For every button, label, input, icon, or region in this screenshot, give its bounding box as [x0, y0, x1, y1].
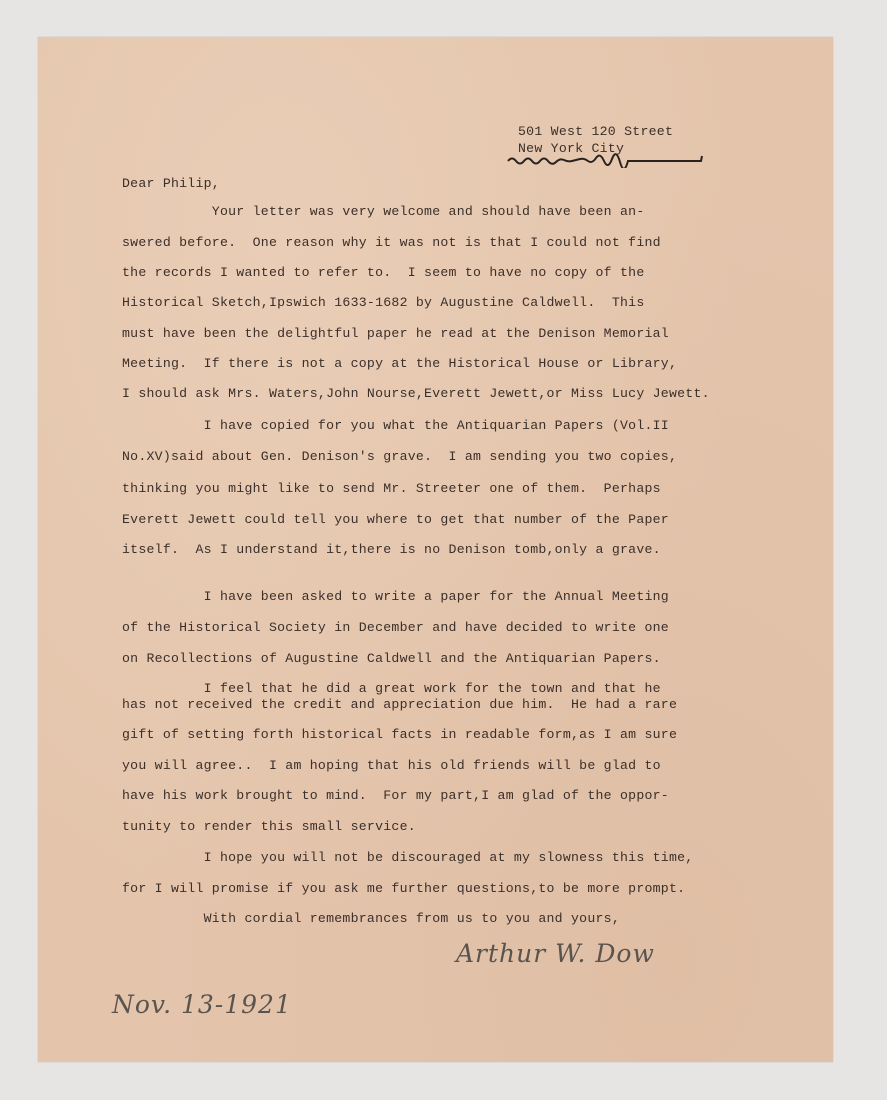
underline-squiggle-icon — [506, 152, 706, 168]
letter-page — [38, 37, 833, 1062]
body-line: gift of setting forth historical facts in readable form,as I am sure — [122, 727, 678, 742]
body-line: Everett Jewett could tell you where to get that number of the Paper — [122, 512, 669, 527]
body-line: I hope you will not be discouraged at my slowness this time, — [122, 850, 694, 865]
body-line: of the Historical Society in December and have decided to write one — [122, 620, 669, 635]
body-line: for I will promise if you ask me further questions,to be more prompt. — [122, 881, 686, 896]
body-line: thinking you might like to send Mr. Streeter one of them. Perhaps — [122, 481, 661, 496]
body-line: I have been asked to write a paper for the Annual Meeting — [122, 589, 669, 604]
address-line-1: 501 West 120 Street — [518, 124, 674, 139]
body-line: has not received the credit and appreciation due him. He had a rare — [122, 697, 678, 712]
body-line: Your letter was very welcome and should have been an- — [122, 204, 645, 219]
body-line: Historical Sketch,Ipswich 1633-1682 by Augustine Caldwell. This — [122, 295, 645, 310]
body-line: swered before. One reason why it was not is that I could not find — [122, 235, 661, 250]
body-line: Meeting. If there is not a copy at the Historical House or Library, — [122, 356, 678, 371]
signature: Arthur W. Dow — [456, 939, 655, 968]
body-line: the records I wanted to refer to. I seem to have no copy of the — [122, 265, 645, 280]
body-line: I have copied for you what the Antiquarian Papers (Vol.II — [122, 418, 669, 433]
body-line: must have been the delightful paper he read at the Denison Memorial — [122, 326, 669, 341]
body-line: on Recollections of Augustine Caldwell and the Antiquarian Papers. — [122, 651, 661, 666]
body-line: I feel that he did a great work for the town and that he — [122, 681, 661, 696]
body-line: you will agree.. I am hoping that his old friends will be glad to — [122, 758, 661, 773]
body-line: itself. As I understand it,there is no Denison tomb,only a grave. — [122, 542, 661, 557]
body-line: With cordial remembrances from us to you and yours, — [122, 911, 620, 926]
body-line: No.XV)said about Gen. Denison's grave. I am sending you two copies, — [122, 449, 678, 464]
handwritten-date: Nov. 13-1921 — [112, 990, 292, 1019]
body-line: tunity to render this small service. — [122, 819, 416, 834]
body-line: I should ask Mrs. Waters,John Nourse,Everett Jewett,or Miss Lucy Jewett. — [122, 386, 710, 401]
salutation: Dear Philip, — [122, 176, 220, 191]
body-line: have his work brought to mind. For my part,I am glad of the oppor- — [122, 788, 669, 803]
address-line-2: New York City — [518, 141, 625, 156]
